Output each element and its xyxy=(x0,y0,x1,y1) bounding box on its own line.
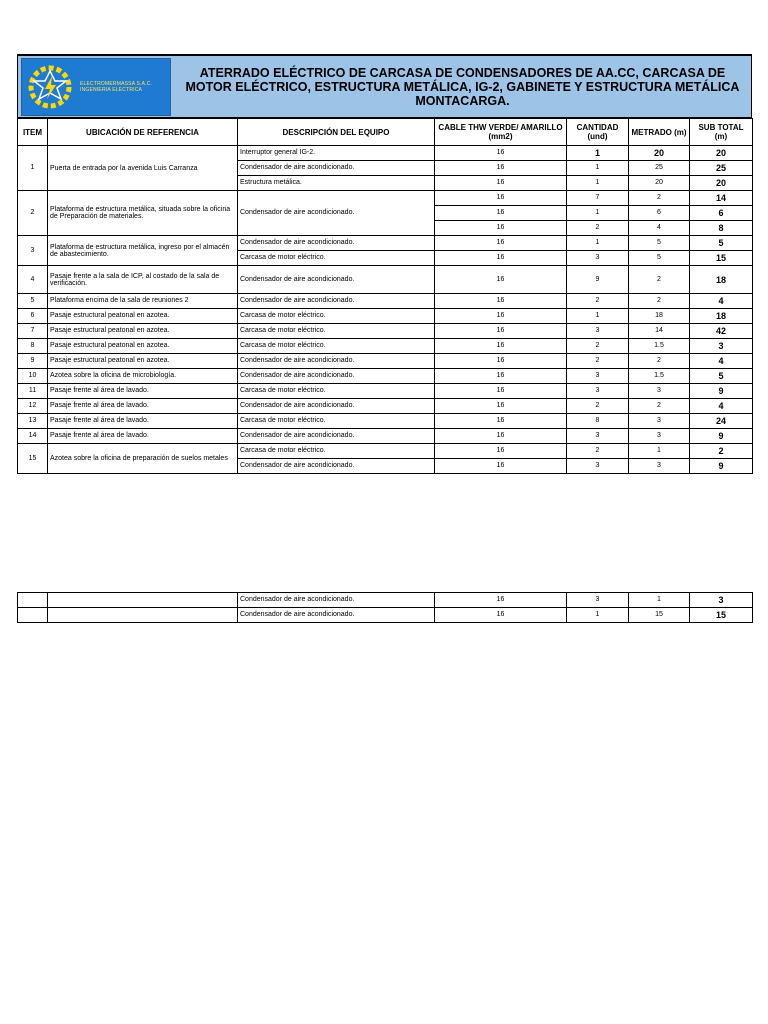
subtotal-cell: 25 xyxy=(690,161,753,176)
location-cell: Pasaje frente al área de lavado. xyxy=(48,414,238,429)
cable-cell: 16 xyxy=(435,459,567,474)
length-cell: 1 xyxy=(629,593,690,608)
quantity-cell: 2 xyxy=(567,221,629,236)
table-row xyxy=(18,369,753,384)
cable-cell: 16 xyxy=(435,266,567,294)
cable-cell: 16 xyxy=(435,384,567,399)
cable-cell: 16 xyxy=(435,294,567,309)
logo-text: ELECTROMERMASSA S.A.C. INGENIERIA ELECTRICA xyxy=(80,81,153,93)
table-body-simple xyxy=(18,294,753,444)
column-header: METRADO (m) xyxy=(629,119,690,146)
table-row xyxy=(18,146,753,161)
gear-bolt-icon xyxy=(26,63,74,111)
quantity-cell: 3 xyxy=(567,429,629,444)
length-cell: 1.5 xyxy=(629,339,690,354)
length-cell: 20 xyxy=(629,146,690,161)
subtotal-cell: 2 xyxy=(690,444,753,459)
item-cell: 12 xyxy=(18,399,48,414)
quantity-cell: 3 xyxy=(567,251,629,266)
length-cell: 1 xyxy=(629,444,690,459)
item-cell: 8 xyxy=(18,339,48,354)
cable-cell: 16 xyxy=(435,236,567,251)
subtotal-cell: 9 xyxy=(690,429,753,444)
subtotal-cell: 9 xyxy=(690,459,753,474)
cable-cell: 16 xyxy=(435,161,567,176)
description-cell: Carcasa de motor eléctrico. xyxy=(238,309,435,324)
location-cell: Pasaje frente al área de lavado. xyxy=(48,384,238,399)
description-cell: Condensador de aire acondicionado. xyxy=(238,161,435,176)
quantity-cell: 3 xyxy=(567,593,629,608)
quantity-cell: 9 xyxy=(567,266,629,294)
cable-cell: 16 xyxy=(435,176,567,191)
cable-cell: 16 xyxy=(435,324,567,339)
location-cell xyxy=(48,593,238,608)
table-row xyxy=(18,399,753,414)
cable-cell: 16 xyxy=(435,309,567,324)
quantity-cell: 1 xyxy=(567,161,629,176)
subtotal-cell: 18 xyxy=(690,309,753,324)
cable-cell: 16 xyxy=(435,251,567,266)
continuation-table xyxy=(17,592,752,623)
length-cell: 18 xyxy=(629,309,690,324)
table-row xyxy=(18,429,753,444)
length-cell: 4 xyxy=(629,221,690,236)
length-cell: 15 xyxy=(629,608,690,623)
page-title: ATERRADO ELÉCTRICO DE CARCASA DE CONDENSADORES DE AA.CC, CARCASA DE MOTOR ELÉCTRICO, ESTRUCTURA METÁLICA, IG-2, GABINETE Y ESTRUCTURA METÁLICA MONTACARGA. xyxy=(185,65,740,108)
item-cell: 3 xyxy=(18,236,48,266)
table-row xyxy=(18,339,753,354)
table-row xyxy=(18,414,753,429)
quantity-cell: 8 xyxy=(567,414,629,429)
length-cell: 2 xyxy=(629,266,690,294)
cable-cell: 16 xyxy=(435,608,567,623)
quantity-cell: 1 xyxy=(567,176,629,191)
quantity-cell: 2 xyxy=(567,294,629,309)
table-header-row xyxy=(18,119,753,146)
location-cell: Azotea sobre la oficina de preparación de suelos metales xyxy=(48,444,238,474)
description-cell: Carcasa de motor eléctrico. xyxy=(238,384,435,399)
table-body-last xyxy=(18,444,753,474)
length-cell: 2 xyxy=(629,294,690,309)
table-row xyxy=(18,593,753,608)
length-cell: 2 xyxy=(629,354,690,369)
length-cell: 3 xyxy=(629,459,690,474)
description-cell: Condensador de aire acondicionado. xyxy=(238,369,435,384)
quantity-cell: 1 xyxy=(567,206,629,221)
location-cell: Pasaje estructural peatonal en azotea. xyxy=(48,354,238,369)
description-cell: Condensador de aire acondicionado. xyxy=(238,459,435,474)
description-cell: Condensador de aire acondicionado. xyxy=(238,593,435,608)
item-cell: 14 xyxy=(18,429,48,444)
item-cell xyxy=(18,608,48,623)
quantity-cell: 2 xyxy=(567,444,629,459)
description-cell: Condensador de aire acondicionado. xyxy=(238,354,435,369)
location-cell: Pasaje frente al área de lavado. xyxy=(48,429,238,444)
table-row xyxy=(18,324,753,339)
item-cell: 5 xyxy=(18,294,48,309)
item-cell: 15 xyxy=(18,444,48,474)
cable-cell: 16 xyxy=(435,414,567,429)
cable-cell: 16 xyxy=(435,593,567,608)
cable-cell: 16 xyxy=(435,339,567,354)
description-cell: Estructura metálica. xyxy=(238,176,435,191)
quantity-cell: 2 xyxy=(567,339,629,354)
spreadsheet xyxy=(17,54,752,474)
column-header: ITEM xyxy=(18,119,48,146)
item-cell: 13 xyxy=(18,414,48,429)
description-cell: Condensador de aire acondicionado. xyxy=(238,236,435,251)
column-header: UBICACIÓN DE REFERENCIA xyxy=(48,119,238,146)
subtotal-cell: 8 xyxy=(690,221,753,236)
cable-cell: 16 xyxy=(435,206,567,221)
table-row xyxy=(18,191,753,206)
quantity-cell: 1 xyxy=(567,608,629,623)
subtotal-cell: 4 xyxy=(690,354,753,369)
data-table xyxy=(17,118,753,474)
location-cell: Plataforma de estructura metálica, situada sobre la oficina de Preparación de materiales. xyxy=(48,191,238,236)
length-cell: 3 xyxy=(629,429,690,444)
subtotal-cell: 3 xyxy=(690,593,753,608)
description-cell: Carcasa de motor eléctrico. xyxy=(238,414,435,429)
quantity-cell: 7 xyxy=(567,191,629,206)
subtotal-cell: 24 xyxy=(690,414,753,429)
item-cell: 9 xyxy=(18,354,48,369)
quantity-cell: 3 xyxy=(567,369,629,384)
length-cell: 3 xyxy=(629,384,690,399)
subtotal-cell: 5 xyxy=(690,236,753,251)
description-cell: Condensador de aire acondicionado. xyxy=(238,266,435,294)
subtotal-cell: 18 xyxy=(690,266,753,294)
location-cell: Pasaje estructural peatonal en azotea. xyxy=(48,339,238,354)
length-cell: 6 xyxy=(629,206,690,221)
subtotal-cell: 5 xyxy=(690,369,753,384)
description-cell: Carcasa de motor eléctrico. xyxy=(238,324,435,339)
column-header: DESCRIPCIÓN DEL EQUIPO xyxy=(238,119,435,146)
description-cell: Condensador de aire acondicionado. xyxy=(238,191,435,236)
quantity-cell: 2 xyxy=(567,399,629,414)
table-row xyxy=(18,444,753,459)
item-cell xyxy=(18,593,48,608)
cable-cell: 16 xyxy=(435,354,567,369)
cable-cell: 16 xyxy=(435,221,567,236)
quantity-cell: 1 xyxy=(567,146,629,161)
length-cell: 2 xyxy=(629,191,690,206)
length-cell: 25 xyxy=(629,161,690,176)
length-cell: 5 xyxy=(629,236,690,251)
description-cell: Condensador de aire acondicionado. xyxy=(238,429,435,444)
table-row xyxy=(18,294,753,309)
length-cell: 14 xyxy=(629,324,690,339)
location-cell: Azotea sobre la oficina de microbiología. xyxy=(48,369,238,384)
cable-cell: 16 xyxy=(435,444,567,459)
quantity-cell: 2 xyxy=(567,354,629,369)
column-header: CANTIDAD (und) xyxy=(567,119,629,146)
description-cell: Carcasa de motor eléctrico. xyxy=(238,444,435,459)
description-cell: Condensador de aire acondicionado. xyxy=(238,399,435,414)
quantity-cell: 3 xyxy=(567,384,629,399)
length-cell: 20 xyxy=(629,176,690,191)
subtotal-cell: 4 xyxy=(690,294,753,309)
item-cell: 1 xyxy=(18,146,48,191)
length-cell: 5 xyxy=(629,251,690,266)
location-cell: Plataforma de estructura metálica, ingreso por el almacén de abastecimiento. xyxy=(48,236,238,266)
item-cell: 7 xyxy=(18,324,48,339)
location-cell: Pasaje frente al área de lavado. xyxy=(48,399,238,414)
subtotal-cell: 4 xyxy=(690,399,753,414)
subtotal-cell: 20 xyxy=(690,176,753,191)
description-cell: Condensador de aire acondicionado. xyxy=(238,294,435,309)
quantity-cell: 3 xyxy=(567,324,629,339)
cable-cell: 16 xyxy=(435,369,567,384)
table-row xyxy=(18,266,753,294)
continuation-rows xyxy=(17,592,753,623)
location-cell xyxy=(48,608,238,623)
table-row xyxy=(18,608,753,623)
subtotal-cell: 42 xyxy=(690,324,753,339)
subtotal-cell: 14 xyxy=(690,191,753,206)
subtotal-cell: 15 xyxy=(690,251,753,266)
report-header xyxy=(17,54,752,118)
quantity-cell: 1 xyxy=(567,309,629,324)
subtotal-cell: 9 xyxy=(690,384,753,399)
company-logo xyxy=(21,58,171,116)
table-body xyxy=(18,146,753,294)
table-row xyxy=(18,236,753,251)
length-cell: 3 xyxy=(629,414,690,429)
subtotal-cell: 15 xyxy=(690,608,753,623)
location-cell: Pasaje frente a la sala de ICP, al costado de la sala de verificación. xyxy=(48,266,238,294)
table-row xyxy=(18,384,753,399)
subtotal-cell: 6 xyxy=(690,206,753,221)
item-cell: 11 xyxy=(18,384,48,399)
column-header: CABLE THW VERDE/ AMARILLO (mm2) xyxy=(435,119,567,146)
table-row xyxy=(18,354,753,369)
cable-cell: 16 xyxy=(435,429,567,444)
cable-cell: 16 xyxy=(435,146,567,161)
cable-cell: 16 xyxy=(435,399,567,414)
subtotal-cell: 3 xyxy=(690,339,753,354)
quantity-cell: 3 xyxy=(567,459,629,474)
description-cell: Interruptor general IG-2. xyxy=(238,146,435,161)
location-cell: Plataforma encima de la sala de reuniones 2 xyxy=(48,294,238,309)
item-cell: 10 xyxy=(18,369,48,384)
description-cell: Carcasa de motor eléctrico. xyxy=(238,251,435,266)
column-header: SUB TOTAL (m) xyxy=(690,119,753,146)
item-cell: 2 xyxy=(18,191,48,236)
length-cell: 1.5 xyxy=(629,369,690,384)
location-cell: Pasaje estructural peatonal en azotea. xyxy=(48,309,238,324)
subtotal-cell: 20 xyxy=(690,146,753,161)
location-cell: Puerta de entrada por la avenida Luis Carranza xyxy=(48,146,238,191)
length-cell: 2 xyxy=(629,399,690,414)
description-cell: Condensador de aire acondicionado. xyxy=(238,608,435,623)
item-cell: 4 xyxy=(18,266,48,294)
quantity-cell: 1 xyxy=(567,236,629,251)
item-cell: 6 xyxy=(18,309,48,324)
location-cell: Pasaje estructural peatonal en azotea. xyxy=(48,324,238,339)
cable-cell: 16 xyxy=(435,191,567,206)
description-cell: Carcasa de motor eléctrico. xyxy=(238,339,435,354)
table-row xyxy=(18,309,753,324)
